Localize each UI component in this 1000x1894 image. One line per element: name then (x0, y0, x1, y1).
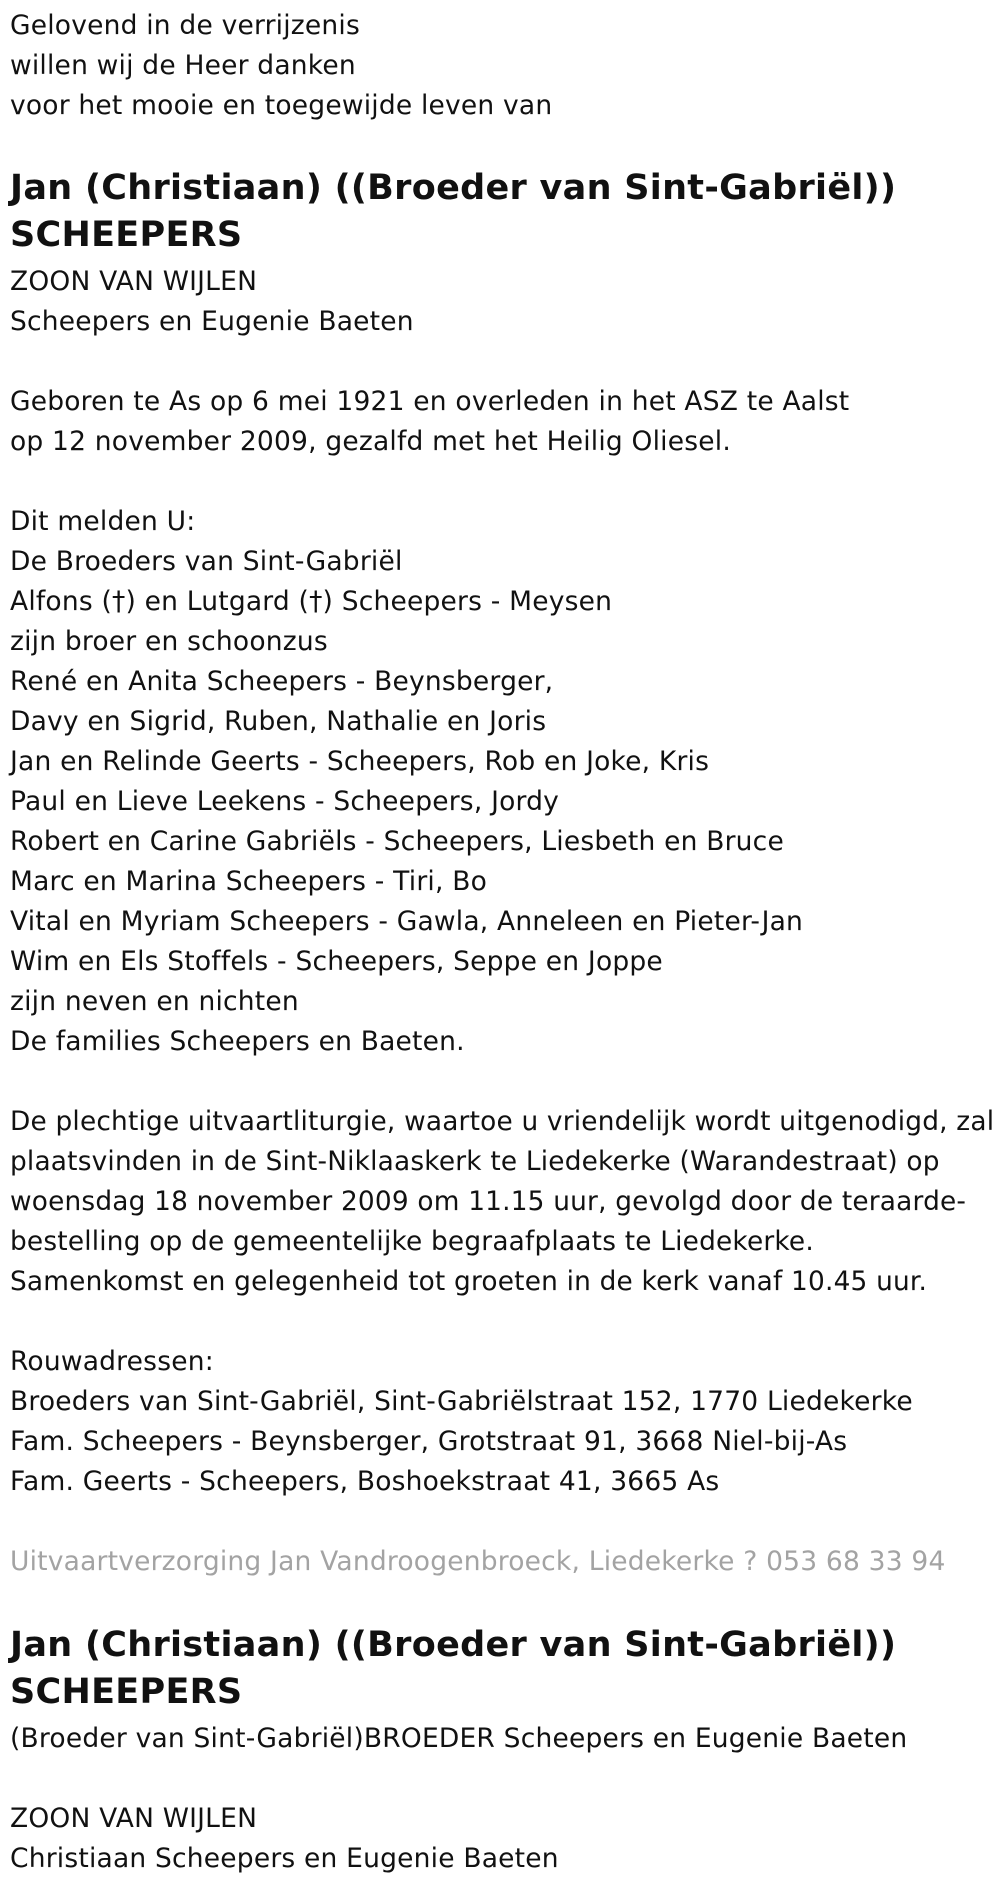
ceremony-line: woensdag 18 november 2009 om 11.15 uur, gevolgd door de teraarde- (10, 1187, 967, 1217)
intro-text (10, 6, 552, 126)
deceased-name: Jan (Christiaan) ((Broeder van Sint-Gabriël)) (10, 1625, 897, 1665)
intro-line: willen wij de Heer danken (10, 50, 356, 81)
announcer-line: Alfons (†) en Lutgard (†) Scheepers - Meysen (10, 586, 613, 617)
funeral-director (10, 1542, 946, 1582)
announcers-list (10, 502, 803, 1062)
parents-line: Christiaan Scheepers en Eugenie Baeten (10, 1843, 559, 1874)
parents-line: ZOON VAN WIJLEN (10, 1803, 258, 1834)
deceased-surname: SCHEEPERS (10, 1672, 243, 1712)
announcer-line: Jan en Relinde Geerts - Scheepers, Rob en Joke, Kris (10, 746, 710, 777)
ceremony-line: bestelling op de gemeentelijke begraafplaats te Liedekerke. (10, 1227, 814, 1257)
ceremony-line: Samenkomst en gelegenheid tot groeten in de kerk vanaf 10.45 uur. (10, 1267, 928, 1297)
announcer-line: Wim en Els Stoffels - Scheepers, Seppe en Joppe (10, 946, 663, 977)
deceased-name-heading-secondary (10, 1622, 896, 1716)
ceremony-text (10, 1102, 994, 1302)
announcer-line: Paul en Lieve Leekens - Scheepers, Jordy (10, 786, 560, 817)
intro-line: Gelovend in de verrijzenis (10, 10, 360, 41)
announcer-line: Marc en Marina Scheepers - Tiri, Bo (10, 866, 488, 897)
funeral-director-line: Uitvaartverzorging Jan Vandroogenbroeck, Liedekerke ? 053 68 33 94 (10, 1546, 946, 1577)
announcer-line: Robert en Carine Gabriëls - Scheepers, Liesbeth en Bruce (10, 826, 784, 857)
announcer-line: zijn neven en nichten (10, 986, 299, 1017)
ceremony-line: plaatsvinden in de Sint-Niklaaskerk te Liedekerke (Warandestraat) op (10, 1147, 940, 1177)
address-line: Fam. Scheepers - Beynsberger, Grotstraat 91, 3668 Niel-bij-As (10, 1426, 848, 1457)
announcer-line: Davy en Sigrid, Ruben, Nathalie en Joris (10, 706, 547, 737)
parents-text (10, 262, 414, 342)
mourning-addresses (10, 1342, 913, 1502)
address-line: Broeders van Sint-Gabriël, Sint-Gabriëlstraat 152, 1770 Liedekerke (10, 1386, 913, 1417)
announcer-line: Vital en Myriam Scheepers - Gawla, Anneleen en Pieter-Jan (10, 906, 804, 937)
title-text (10, 1719, 907, 1759)
announcer-line: Dit melden U: (10, 506, 196, 537)
birth-death-text (10, 382, 849, 462)
deceased-name: Jan (Christiaan) ((Broeder van Sint-Gabriël)) (10, 168, 897, 208)
title-line: (Broeder van Sint-Gabriël)BROEDER Scheepers en Eugenie Baeten (10, 1723, 908, 1754)
announcer-line: De Broeders van Sint-Gabriël (10, 546, 403, 577)
intro-line: voor het mooie en toegewijde leven van (10, 90, 553, 121)
parents-text-secondary (10, 1799, 559, 1879)
ceremony-line: De plechtige uitvaartliturgie, waartoe u vriendelijk wordt uitgenodigd, zal (10, 1107, 995, 1137)
deceased-surname: SCHEEPERS (10, 215, 243, 255)
announcer-line: zijn broer en schoonzus (10, 626, 328, 657)
birth-death-line: op 12 november 2009, gezalfd met het Heilig Oliesel. (10, 426, 731, 457)
parents-line: ZOON VAN WIJLEN (10, 266, 258, 297)
address-line: Fam. Geerts - Scheepers, Boshoekstraat 41, 3665 As (10, 1466, 720, 1497)
birth-death-line: Geboren te As op 6 mei 1921 en overleden in het ASZ te Aalst (10, 386, 850, 417)
parents-line: Scheepers en Eugenie Baeten (10, 306, 414, 337)
deceased-name-heading (10, 165, 896, 259)
announcer-line: De families Scheepers en Baeten. (10, 1026, 465, 1057)
announcer-line: René en Anita Scheepers - Beynsberger, (10, 666, 554, 697)
address-line: Rouwadressen: (10, 1346, 214, 1377)
